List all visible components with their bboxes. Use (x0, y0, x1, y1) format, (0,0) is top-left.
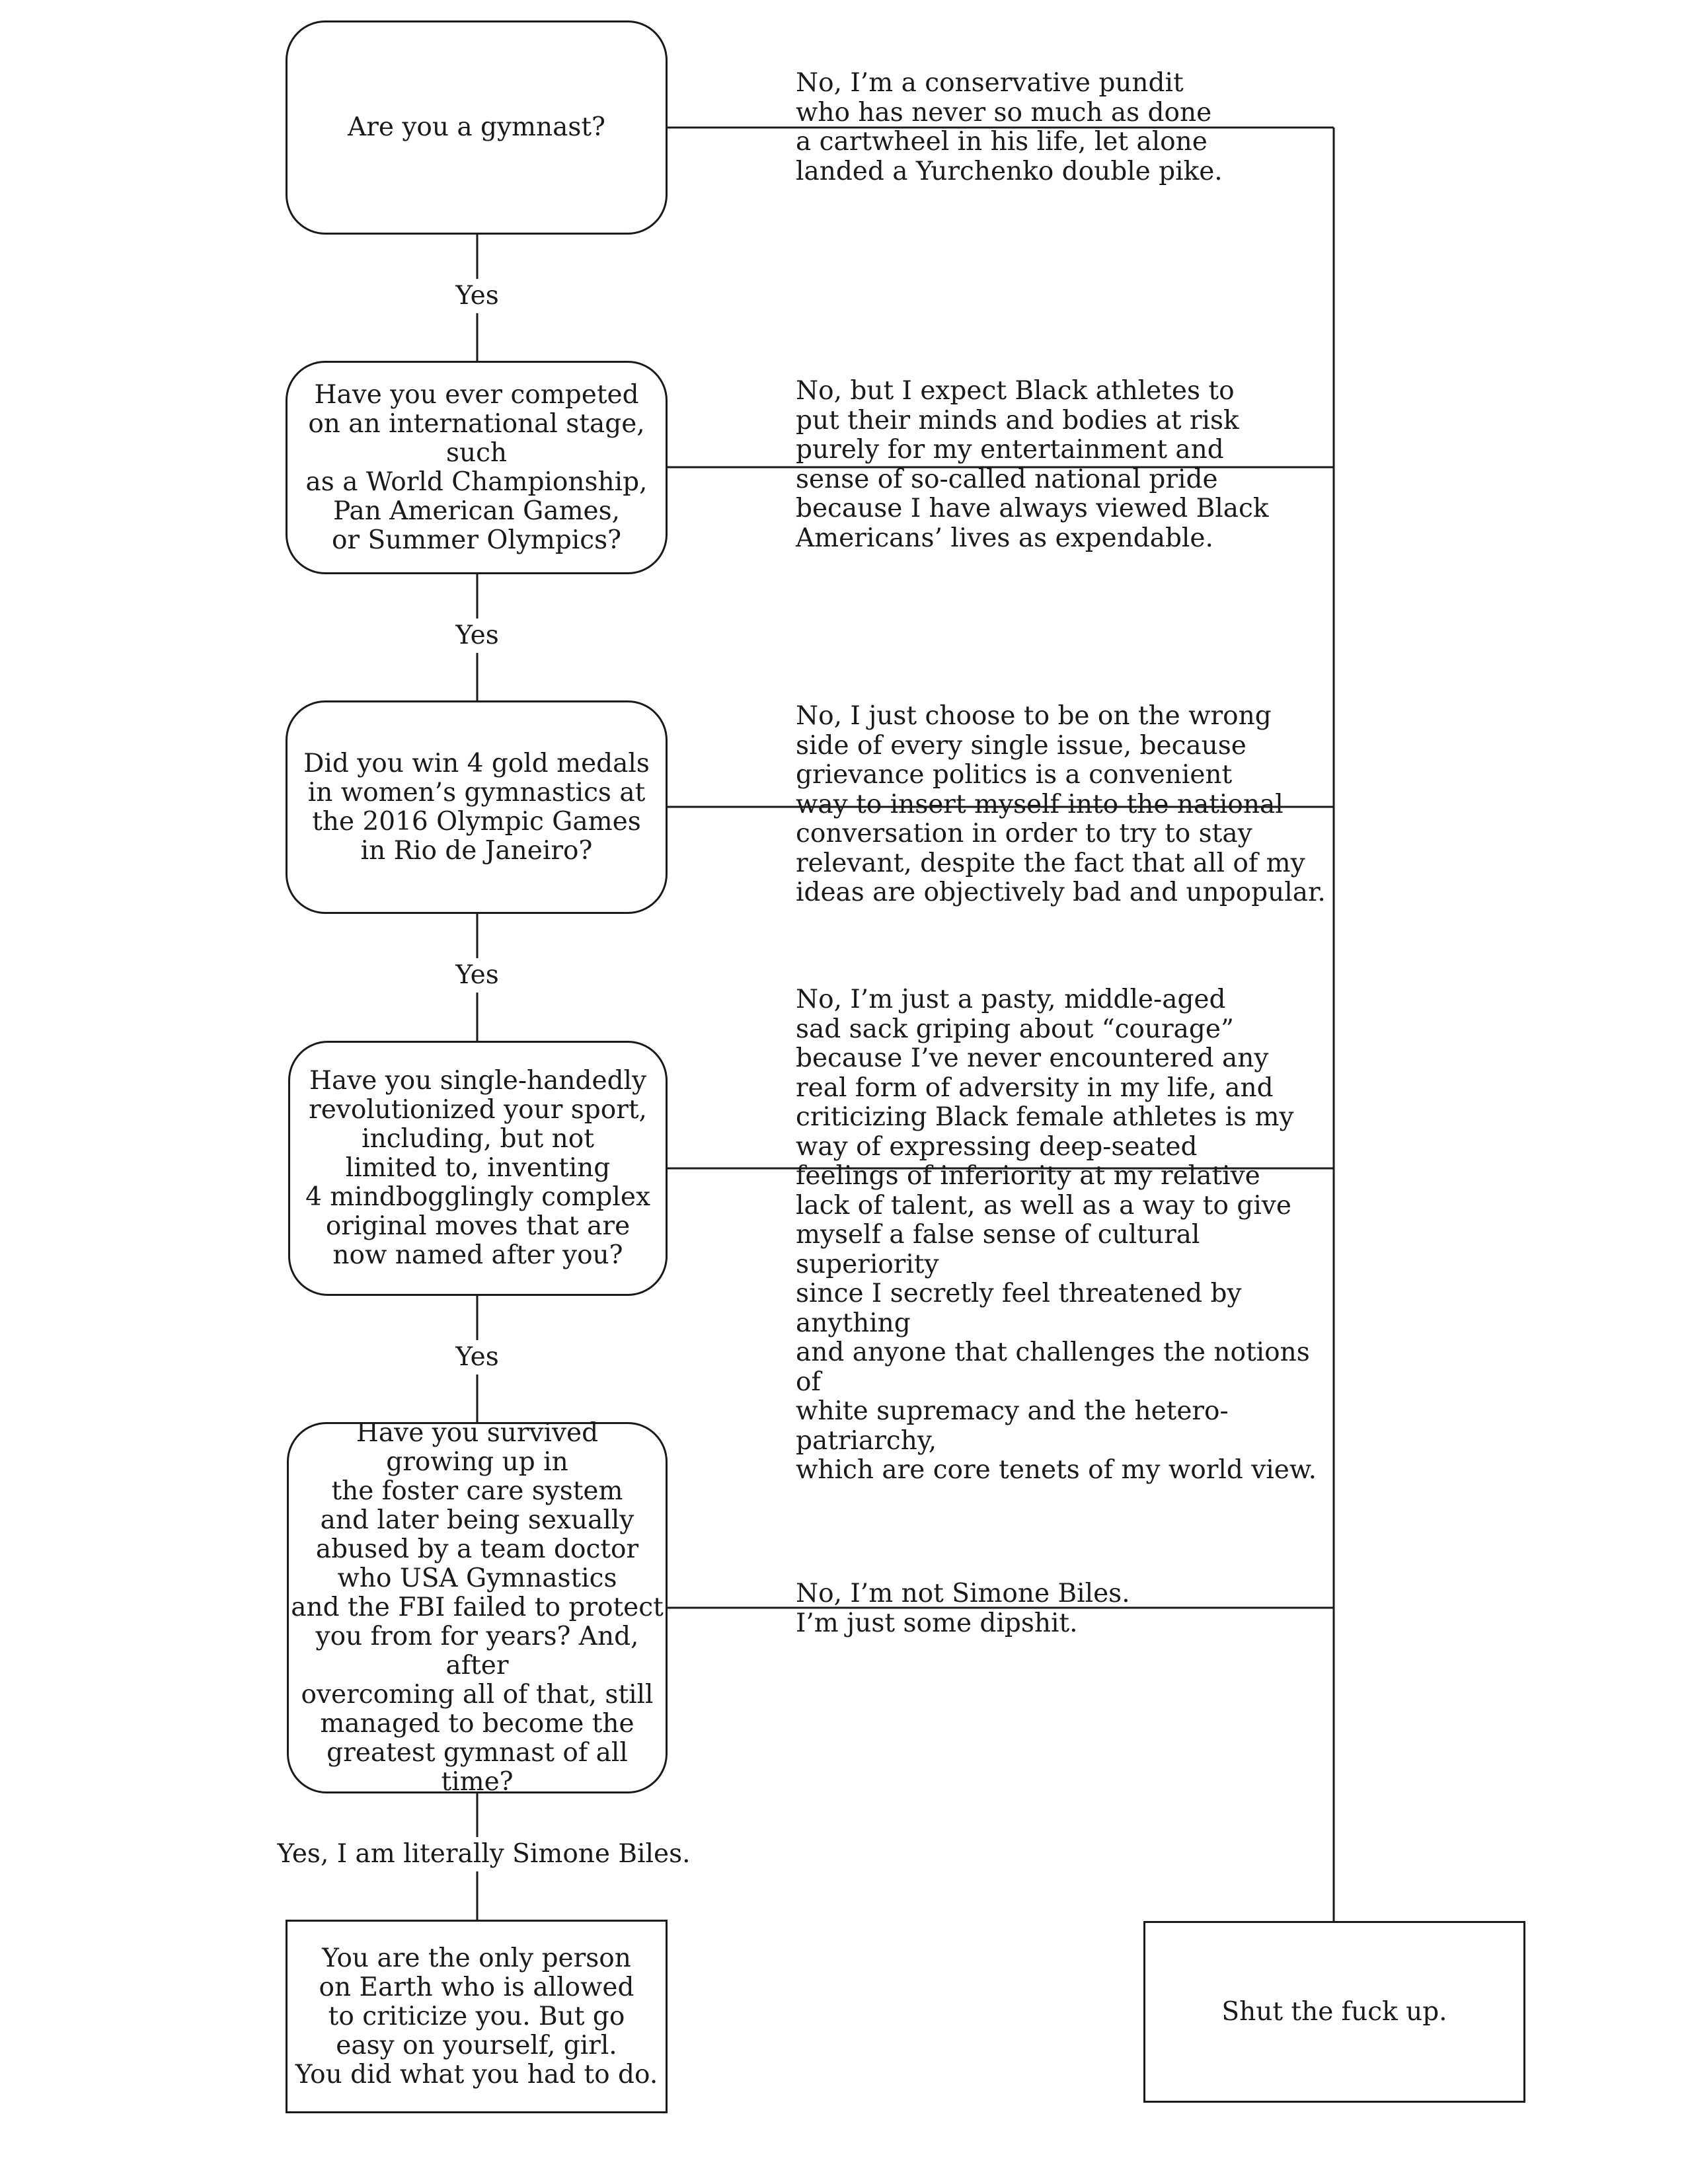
outcome-no-text: Shut the fuck up. (1221, 1996, 1447, 2027)
yes-label-2: Yes (450, 619, 504, 653)
no-answer-5: No, I’m not Simone Biles. I’m just some dipshit. (796, 1579, 1130, 1638)
yes-label-1: Yes (450, 279, 504, 313)
outcome-yes-text: You are the only person on Earth who is allowed to criticize you. But go easy on yourself, girl. You did what you had to do. (295, 1943, 658, 2090)
question-box-4 (288, 1041, 668, 1296)
question-box-5 (287, 1418, 668, 1797)
question-box-2 (286, 361, 668, 574)
question-text-1: Are you a gymnast? (348, 112, 605, 142)
outcome-no-box (1143, 1921, 1525, 2103)
question-box-1 (286, 20, 668, 235)
question-text-4: Have you single-handedly revolutionized your sport, including, but not limited to, inventing 4 mindbogglingly complex original moves that are now named after you? (305, 1066, 650, 1270)
question-text-3: Did you win 4 gold medals in women’s gymnastics at the 2016 Olympic Games in Rio de Janeiro? (303, 748, 650, 866)
no-answer-2: No, but I expect Black athletes to put their minds and bodies at risk purely for my entertainment and sense of so-called national pride because I have always viewed Black Americans’ lives as expendable. (796, 376, 1269, 553)
question-text-5: Have you survived growing up in the foster care system and later being sexually abused by a team doctor who USA Gymnastics and the FBI failed to protect you from for years? And, after overcoming all of that, still managed to become the greatest gymnast of all time? (291, 1418, 664, 1797)
yes-label-3: Yes (450, 958, 504, 993)
yes-label-4: Yes (450, 1340, 504, 1374)
yes-label-5: Yes, I am literally Simone Biles. (272, 1837, 696, 1871)
question-text-2: Have you ever competed on an international stage, such as a World Championship, Pan American Games, or Summer Olympics? (305, 379, 648, 555)
question-box-3 (286, 700, 668, 914)
outcome-yes-box (286, 1920, 668, 2113)
no-answer-4: No, I’m just a pasty, middle-aged sad sack griping about “courage” because I’ve never encountered any real form of adversity in my life, and criticizing Black female athletes is my way of expressing deep-seated feelings of inferiority at my relative lack of talent, as well as a way to give myself a false sense of cultural superiority since I secretly feel threatened by anything and anyone that challenges the notions of white supremacy and the hetero-patriarchy, which are core tenets of my world view. (796, 985, 1317, 1485)
no-answer-1: No, I’m a conservative pundit who has never so much as done a cartwheel in his life, let alone landed a Yurchenko double pike. (796, 68, 1223, 186)
no-answer-3: No, I just choose to be on the wrong side of every single issue, because grievance politics is a convenient way to insert myself into the national conversation in order to try to stay relevant, despite the fact that all of my ideas are objectively bad and unpopular. (796, 701, 1326, 907)
